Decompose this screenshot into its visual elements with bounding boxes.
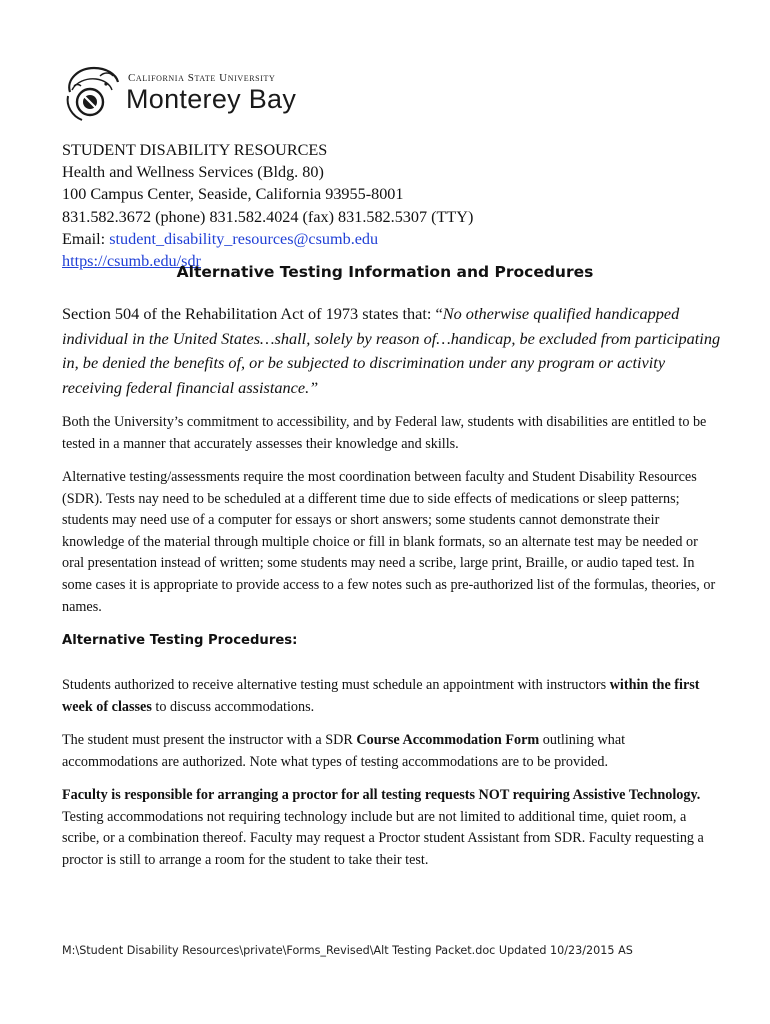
schedule-text-bold: within the first week of classes [62, 677, 700, 715]
logo-campus-line: Monterey Bay [126, 84, 297, 114]
faculty-paragraph [62, 785, 722, 871]
faculty-text-b: Testing accommodations not requiring technology include but are not limited to additional time, quiet room, a scribe, or a combination thereof. Faculty may request a Proctor student Assistant from SDR. Faculty requesting a proctor is still to arrange a room for the student to take their test. [62, 808, 704, 868]
street-address: 100 Campus Center, Seaside, California 93955-8001 [62, 185, 404, 204]
contact-block [62, 139, 473, 272]
faculty-text-bold: Faculty is responsible for arranging a proctor for all testing requests NOT requiring Assistive Technology. [62, 787, 701, 803]
department: Health and Wellness Services (Bldg. 80) [62, 163, 324, 182]
accessibility-paragraph: Both the University’s commitment to accessibility, and by Federal law, students with disabilities are entitled to be tested in a manner that accurately assesses their knowledge and skills. [62, 414, 707, 452]
email-link[interactable]: student_disability_resources@csumb.edu [109, 229, 379, 248]
form-paragraph [62, 730, 722, 773]
university-logo [60, 62, 297, 126]
website-link[interactable]: https://csumb.edu/sdr [62, 252, 201, 271]
email-line [62, 228, 473, 250]
footer-path: M:\Student Disability Resources\private\Forms_Revised\Alt Testing Packet.doc Updated 10/23/2015 AS [62, 944, 633, 957]
logo-university-line: California State University [128, 72, 276, 84]
phone-numbers: 831.582.3672 (phone) 831.582.4024 (fax) 831.582.5307 (TTY) [62, 207, 474, 226]
org-name: STUDENT DISABILITY RESOURCES [62, 141, 328, 159]
section-504-quote [62, 302, 722, 400]
intro-quote: No otherwise qualified handicapped individual in the United States…shall, solely by reason of…handicap, be excluded from participating in, be denied the benefits of, or be subjected to discrimination under any program or activity receiving federal financial assistance.” [62, 304, 721, 397]
schedule-text-a: Students authorized to receive alternative testing must schedule an appointment with instructors [62, 677, 610, 693]
schedule-paragraph [62, 675, 722, 718]
otter-seal-icon [60, 62, 126, 126]
coordination-paragraph: Alternative testing/assessments require the most coordination between faculty and Student Disability Resources (SDR). Tests nay need to be scheduled at a different time due to side effects of medications or sleep patterns; students may need use of a computer for essays or short answers; some students cannot demonstrate their knowledge of the material through multiple choice or fill in blank formats, so an alternate test may be needed or oral presentation instead of written; some students may need a scribe, large print, Braille, or audio taped test. In some cases it is appropriate to provide access to a few notes such as pre-authorized list of the formulas, theories, or names. [62, 469, 716, 615]
email-label: Email: [62, 229, 110, 248]
procedures-heading: Alternative Testing Procedures: [62, 633, 298, 648]
schedule-text-b: to discuss accommodations. [151, 698, 315, 715]
form-text-a: The student must present the instructor with a SDR [62, 732, 357, 748]
document-title: Alternative Testing Information and Procedures [176, 263, 594, 281]
form-text-b: outlining what accommodations are authorized. Note what types of testing accommodations are to be provided. [62, 732, 626, 770]
form-text-bold: Course Accommodation Form [356, 732, 540, 748]
intro-lead: Section 504 of the Rehabilitation Act of 1973 states that: “ [62, 304, 443, 323]
